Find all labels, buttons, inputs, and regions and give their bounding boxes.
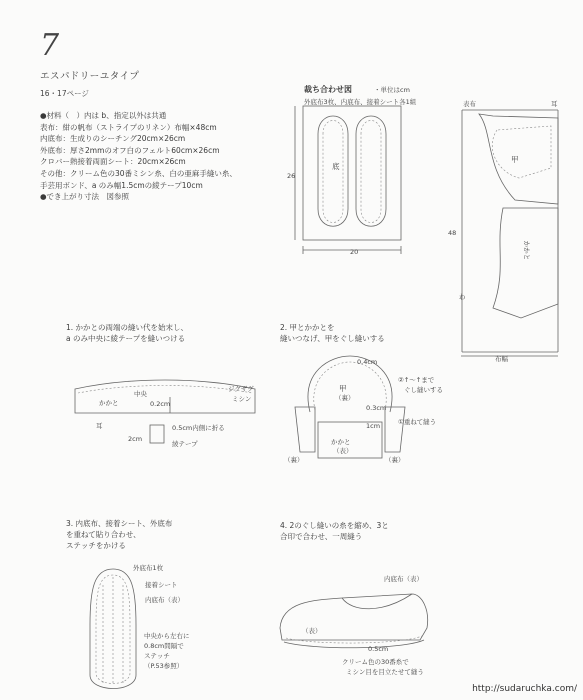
step3-outer: 外底布1枚 <box>133 564 164 572</box>
step3-diagram <box>88 565 138 700</box>
step1-dim1: 0.2cm <box>150 400 171 408</box>
step2-note1: ぐし縫いする <box>404 386 443 394</box>
step4-note: クリーム色の30番糸で <box>342 658 409 666</box>
step1-dim2: 2cm <box>128 435 143 443</box>
step2-front-sub: （裏） <box>335 394 355 402</box>
step2-line: 縫いつなげ、甲をぐし縫いする <box>280 334 385 343</box>
sole-shape-right <box>356 116 386 226</box>
step3-inner: 内底布（表） <box>145 596 184 604</box>
pattern-title: エスパドリーユタイプ <box>40 71 140 82</box>
step1-tape: 綾テープ <box>172 440 198 448</box>
sole-label: 底 <box>332 162 340 171</box>
step2-right: （裏） <box>385 456 405 464</box>
materials-list <box>40 110 237 203</box>
step4-inner: 内底布（表） <box>384 575 423 583</box>
step1-heel-label: かかと <box>99 399 119 407</box>
upper-cutting-diagram <box>455 108 565 363</box>
materials-line: その他：クリーム色の30番ミシン糸、白の亜麻手縫い糸、 <box>40 168 237 178</box>
step3-line: ステッチをかける <box>66 541 126 550</box>
fabric-width-label: 布幅 <box>495 355 508 363</box>
front-piece <box>479 114 558 204</box>
step2-front: 甲 <box>339 384 347 393</box>
step2-dim3: 1cm <box>366 422 381 430</box>
cutting-unit: ・単位はcm <box>374 86 410 94</box>
step2-heel: かかと <box>331 438 351 446</box>
step2-note1: ②↑〜↑まで <box>398 376 435 384</box>
step3-line: を重ねて貼り合わせ、 <box>66 530 141 539</box>
watermark-url: http://sudaruchka.com/ <box>472 684 577 694</box>
materials-line: ●でき上がり寸法 図参照 <box>40 192 130 202</box>
materials-line: 表布：紺の帆布（ストライプのリネン）布幅×48cm <box>40 122 217 132</box>
step2-heel-sub: （表） <box>333 447 353 455</box>
step1-text <box>66 322 188 344</box>
step3-text <box>66 518 172 551</box>
step2-left: （裏） <box>284 456 304 464</box>
heel-piece <box>493 208 558 318</box>
cutting-title: 裁ち合わせ図 <box>304 85 352 94</box>
step2-text <box>280 322 385 344</box>
step2-note2: ①重ねて縫う <box>398 418 437 426</box>
step1-center-label: 中央 <box>134 390 147 398</box>
step4-line: 4. 2のぐし縫いの糸を縮め、3と <box>280 521 389 530</box>
step3-note: （P.53参照） <box>144 662 184 670</box>
height-label: 26 <box>287 172 296 180</box>
tape-piece <box>150 425 164 443</box>
fold-label: わ <box>459 293 466 301</box>
materials-line: 内底布：生成りのシーチング20cm×26cm <box>40 134 186 144</box>
materials-line: 手芸用ボンド、a のみ幅1.5cmの綾テープ10cm <box>40 180 203 190</box>
page-reference: 16・17ページ <box>40 89 89 98</box>
ear-label: 耳 <box>551 100 558 108</box>
step3-sheet: 接着シート <box>145 581 178 589</box>
length-label: 48 <box>448 229 457 237</box>
pattern-number: 7 <box>40 28 60 63</box>
step4-text <box>280 520 389 542</box>
step1-fold: 0.5cm内側に折る <box>172 424 225 432</box>
step3-note: ステッチ <box>144 652 170 660</box>
step3-note: 0.8cm間隔で <box>144 642 184 650</box>
step1-zigzag: ミシン <box>232 395 252 403</box>
step1-zigzag: ジグザグ <box>228 385 254 393</box>
materials-line: クロバー熱接着両面シート：20cm×26cm <box>40 157 186 167</box>
step4-line: 合印で合わせ、一周縫う <box>280 532 363 541</box>
front-label: 甲 <box>511 155 519 164</box>
width-label: 20 <box>350 248 359 256</box>
step2-dim1: 0.4cm <box>357 358 378 366</box>
step4-dim: 0.5cm <box>368 645 389 653</box>
step1-line: a のみ中央に綾テープを縫いつける <box>66 334 186 343</box>
step2-dim2: 0.3cm <box>366 404 387 412</box>
sole-cutting-diagram <box>290 104 415 259</box>
cutting-subtitle: 外底布3枚、内底布、接着シート各1組 <box>304 98 417 106</box>
materials-line: ●材料（ ）内は b、指定以外は共通 <box>40 111 167 120</box>
step3-note: 中央から左右に <box>144 632 190 640</box>
step4-side: （表） <box>302 627 322 635</box>
step1-line: 1. かかとの両端の縫い代を始末し、 <box>66 323 189 332</box>
fabric-label: 表布 <box>463 100 476 108</box>
step4-note: ミシン目を目立たせて縫う <box>346 668 424 676</box>
step1-ear: 耳 <box>96 422 103 430</box>
step3-line: 3. 内底布、接着シート、外底布 <box>66 519 173 528</box>
heel-label: かかと <box>522 240 531 261</box>
materials-line: 外底布：厚さ2mmのオフ白のフェルト60cm×26cm <box>40 145 220 155</box>
step2-line: 2. 甲とかかとを <box>280 323 335 332</box>
step4-diagram <box>272 580 437 655</box>
